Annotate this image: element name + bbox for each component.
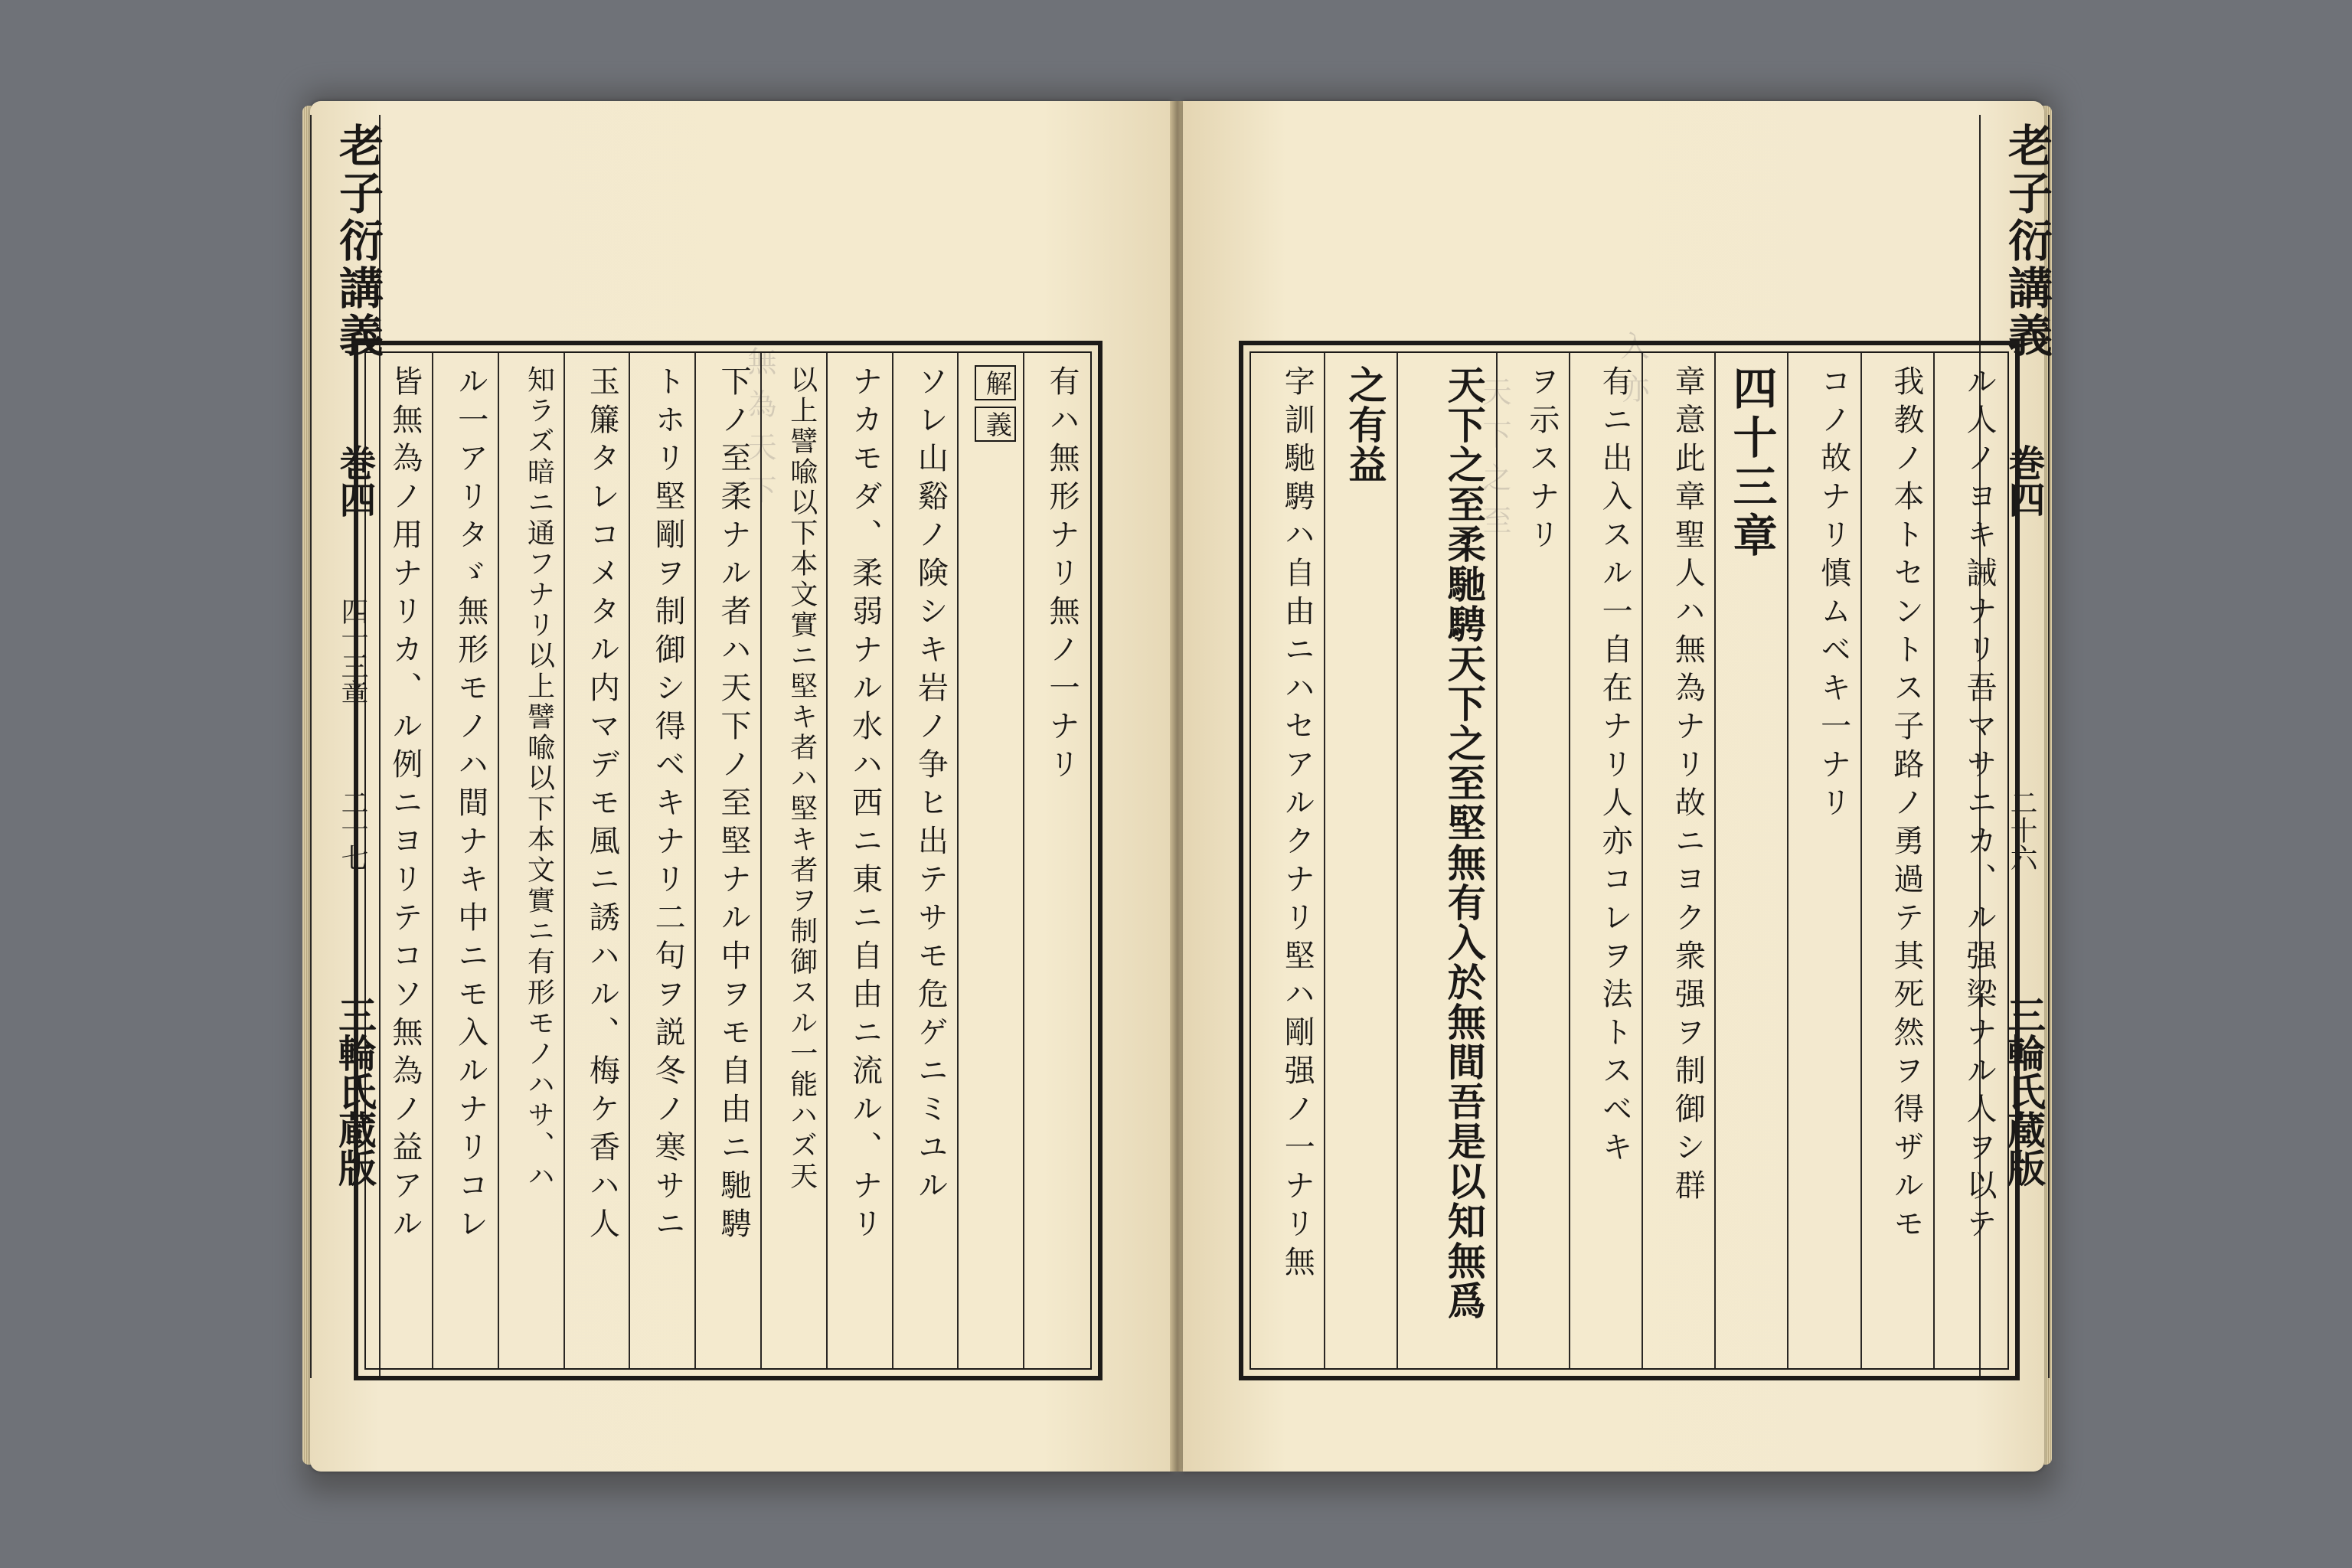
text-column: 下ノ至柔ナル者ハ天下ノ至堅ナル中ヲモ自由ニ馳騁 bbox=[694, 353, 760, 1368]
text-column: 有ハ無形ナリ無ノ一ナリ bbox=[1023, 353, 1089, 1368]
text-column: ル人ノヨキ誡ナリ吾マサニカ、ル强梁ナル人ヲ以テ bbox=[1933, 353, 2006, 1368]
text-column: ヲ示スナリ bbox=[1496, 353, 1569, 1368]
text-column: 玉簾タレコメタル内マデモ風ニ誘ハル、梅ケ香ハ人 bbox=[564, 353, 629, 1368]
left-text-frame bbox=[354, 341, 1102, 1380]
text-column: 我教ノ本トセントス子路ノ勇過テ其死然ヲ得ザルモ bbox=[1860, 353, 1933, 1368]
publisher-imprint: 三輪氏蔵版 bbox=[2001, 995, 2047, 1187]
scripture-text-column: 之有益 bbox=[1324, 353, 1396, 1368]
scripture-text-column: 天下之至柔馳騁天下之至堅無有入於無間吾是以知無爲 bbox=[1396, 353, 1495, 1368]
bleed-through-text: 入亦 bbox=[1615, 331, 1649, 416]
text-column: ソレ山谿ノ険シキ岩ノ争ヒ出テサモ危ゲニミユル bbox=[892, 353, 958, 1368]
text-column: 皆無為ノ用ナリカ、ル例ニヨリテコソ無為ノ益アル bbox=[387, 365, 423, 1246]
text-column: コノ故ナリ慎ムベキ一ナリ bbox=[1787, 353, 1860, 1368]
text-column: 有ニ出入スル一自在ナリ人亦コレヲ法トスベキ bbox=[1569, 353, 1642, 1368]
folio-number: 二十七 bbox=[337, 789, 368, 871]
text-column: 以上譬喩以下本文實ニ堅キ者ハ堅キ者ヲ制御スル一能ハズ天 bbox=[760, 353, 826, 1368]
running-title: 老子衍講義 bbox=[332, 122, 384, 360]
running-chapter: 四十三章 bbox=[337, 597, 368, 707]
publisher-imprint: 三輪氏蔵版 bbox=[332, 995, 377, 1187]
bleed-through-text: 天下之至 bbox=[1478, 377, 1511, 548]
section-label: 義 bbox=[975, 407, 1016, 442]
text-column bbox=[957, 353, 1023, 1368]
text-column: トホリ堅剛ヲ制御シ得ベキナリ二句ヲ説冬ノ寒サニ bbox=[629, 353, 694, 1368]
text-column: ナカモダ、柔弱ナル水ハ西ニ東ニ自由ニ流ル、ナリ bbox=[826, 353, 892, 1368]
right-text-frame bbox=[1239, 341, 2020, 1380]
text-column: ル一アリタゞ無形モノハ間ナキ中ニモ入ルナリコレ bbox=[432, 353, 498, 1368]
text-column: 章意此章聖人ハ無為ナリ故ニヨク衆强ヲ制御シ群 bbox=[1642, 353, 1714, 1368]
running-volume: 巻四 bbox=[2002, 444, 2045, 518]
bleed-through-text: 無為天下 bbox=[743, 346, 776, 518]
section-label: 解 bbox=[975, 365, 1016, 400]
text-column: 知ラズ暗ニ通フナリ以上譬喩以下本文實ニ有形モノハサ、ハ bbox=[498, 353, 564, 1368]
text-column: 字訓馳騁ハ自由ニハセアルクナリ堅ハ剛强ノ一ナリ無 bbox=[1279, 365, 1315, 1284]
chapter-heading: 四十三章 bbox=[1714, 353, 1787, 1368]
folio-number: 二十六 bbox=[2006, 789, 2037, 871]
running-volume: 巻四 bbox=[333, 444, 376, 518]
running-title: 老子衍講義 bbox=[2001, 122, 2053, 360]
